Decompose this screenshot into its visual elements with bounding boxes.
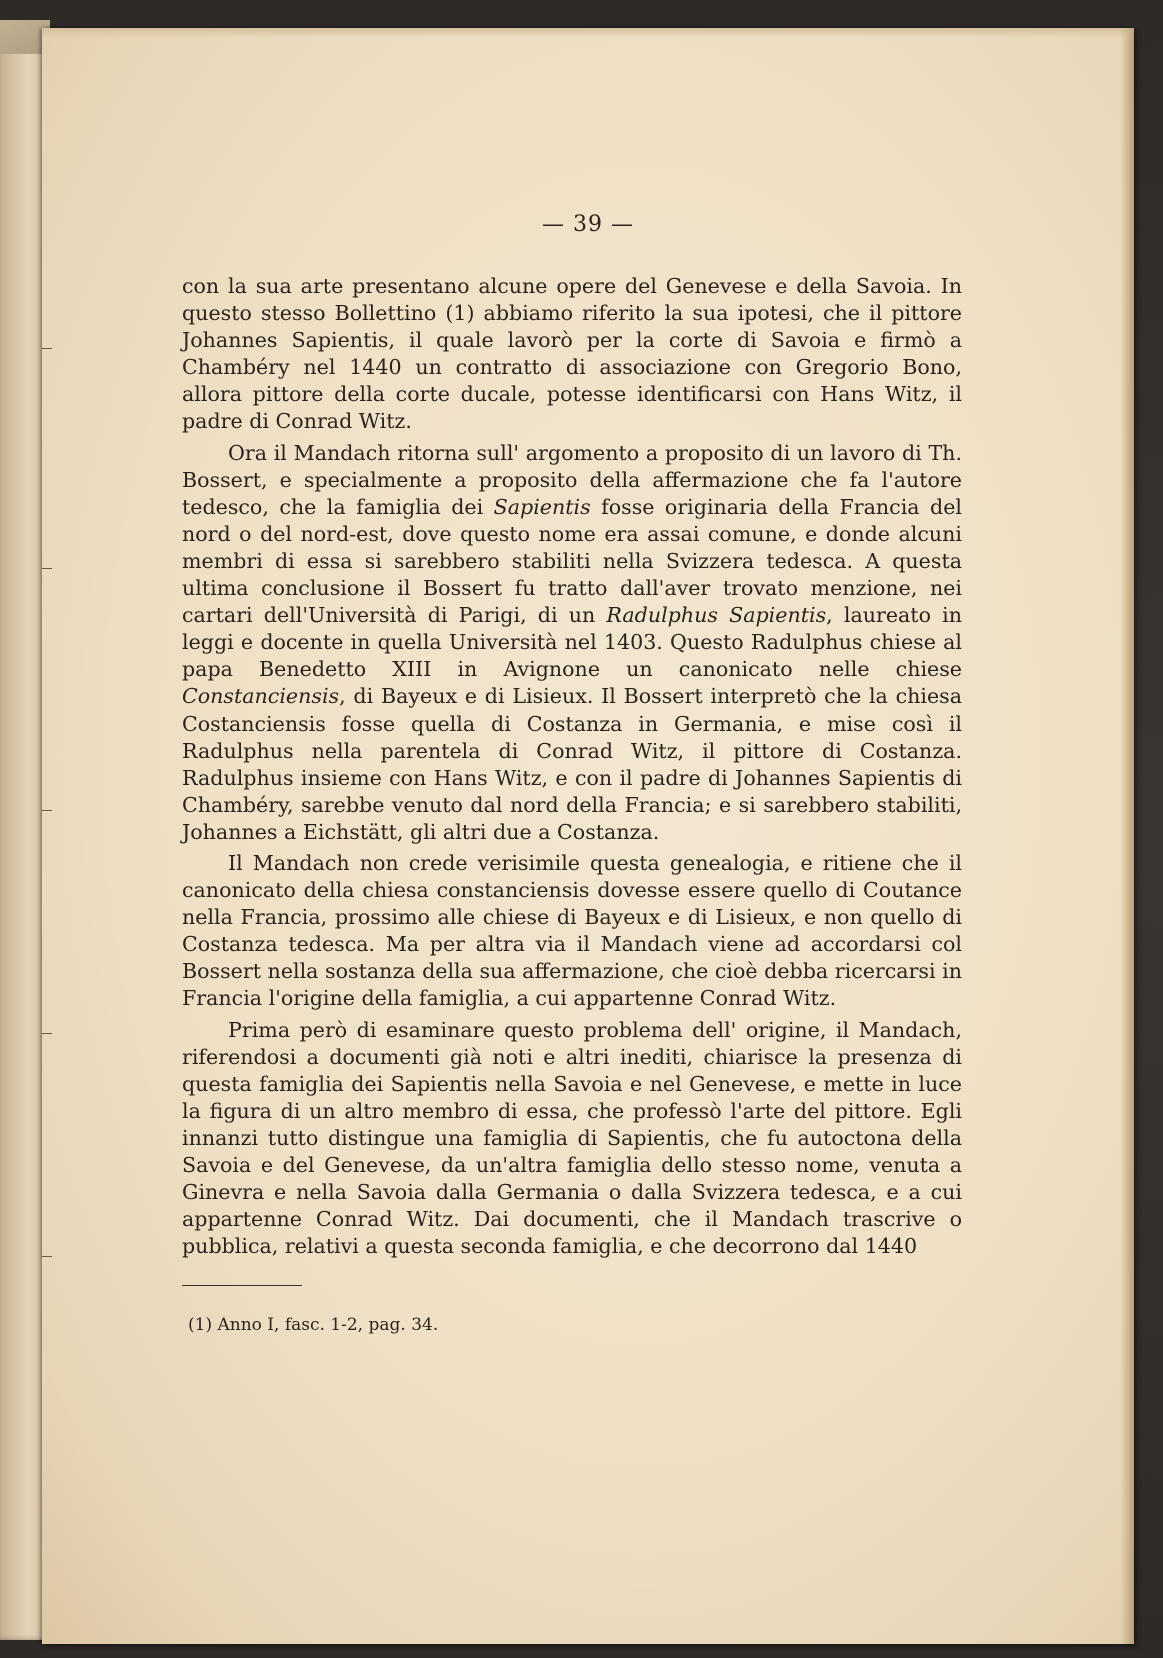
page-number: — 39 — <box>542 212 634 237</box>
italic-term: Sapientis <box>493 494 591 519</box>
text-run: , di Bayeux e di Lisieux. Il Bossert interpretò che la chiesa Costanciensis fosse quella di Costanza in Germania, e mise così il Radulphus nella parentela di Conrad Witz, il pittore di Costanza. Radulphus insieme con Hans Witz, e con il padre di Johannes Sapientis di Chambéry, sarebbe venuto dal nord della Francia; e si sarebbero stabiliti, Johannes a Eichstätt, gli altri due a Costanza. <box>182 684 962 844</box>
paragraph <box>182 440 962 846</box>
margin-tick <box>42 568 52 569</box>
italic-term: Radulphus Sapientis <box>606 603 827 628</box>
margin-tick <box>42 810 52 811</box>
text-run: Il Mandach non crede verisimile questa genealogia, e ritiene che il canonicato della chiesa constanciensis dovesse essere quello di Coutance nella Francia, prossimo alle chiese di Bayeux e di Lisieux, e non quello di Costanza tedesca. Ma per altra via il Mandach viene ad accordarsi col Bossert nella sostanza della sua affermazione, che cioè debba ricercarsi in Francia l'origine della famiglia, a cui appartenne Conrad Witz. <box>182 850 962 1011</box>
book-page <box>42 28 1134 1644</box>
footnote-rule <box>182 1285 302 1286</box>
paragraph <box>182 273 962 436</box>
margin-tick <box>42 1256 52 1257</box>
text-run: Ora il Mandach ritorna sull' argomento a proposito di un lavoro di Th. Bossert, e specialmente a proposito della affermazione che fa l'autore tedesco, che la famiglia dei <box>182 440 962 519</box>
paragraph <box>182 850 962 1013</box>
page-top-edge <box>42 28 1134 38</box>
text-run: fosse originaria della Francia del nord o del nord-est, dove questo nome era assai comune, e donde alcuni membri di essa si sarebbero stabiliti nella Svizzera tedesca. A questa ultima conclusione il Bossert fu tratto dall'aver trovato menzione, nei cartari dell'Università di Parigi, di un <box>182 494 962 628</box>
body-text <box>182 273 962 1264</box>
text-run: Prima però di esaminare questo problema dell' origine, il Mandach, riferendosi a documenti già noti e altri inediti, chiarisce la presenza di questa famiglia dei Sapientis nella Savoia e nel Genevese, e mette in luce la figura di un altro membro di essa, che professò l'arte del pittore. Egli innanzi tutto distingue una famiglia di Sapientis, che fu autoctona della Savoia e del Genevese, da un'altra famiglia dello stesso nome, venuta a Ginevra e nella Savoia dalla Germania o dalla Svizzera tedesca, e a cui appartenne Conrad Witz. Dai documenti, che il Mandach trascrive o pubblica, relativi a questa seconda famiglia, e che decorrono dal 1440 <box>182 1017 962 1259</box>
footnote: (1) Anno I, fasc. 1-2, pag. 34. <box>188 1315 439 1335</box>
margin-tick <box>42 348 52 349</box>
paragraph <box>182 1017 962 1261</box>
text-run: , laureato in leggi e docente in quella Università nel 1403. Questo Radulphus chiese al papa Benedetto XIII in Avignone un canonicato nelle chiese <box>182 603 962 682</box>
page-right-edge <box>1120 28 1134 1644</box>
italic-term: Constanciensis <box>182 684 340 709</box>
text-run: con la sua arte presentano alcune opere del Genevese e della Savoia. In questo stesso Bollettino (1) abbiamo riferito la sua ipotesi, che il pittore Johannes Sapientis, il quale lavorò per la corte di Savoia e firmò a Chambéry nel 1440 un contratto di associazione con Gregorio Bono, allora pittore della corte ducale, potesse identificarsi con Hans Witz, il padre di Conrad Witz. <box>182 274 962 434</box>
margin-tick <box>42 1033 52 1034</box>
